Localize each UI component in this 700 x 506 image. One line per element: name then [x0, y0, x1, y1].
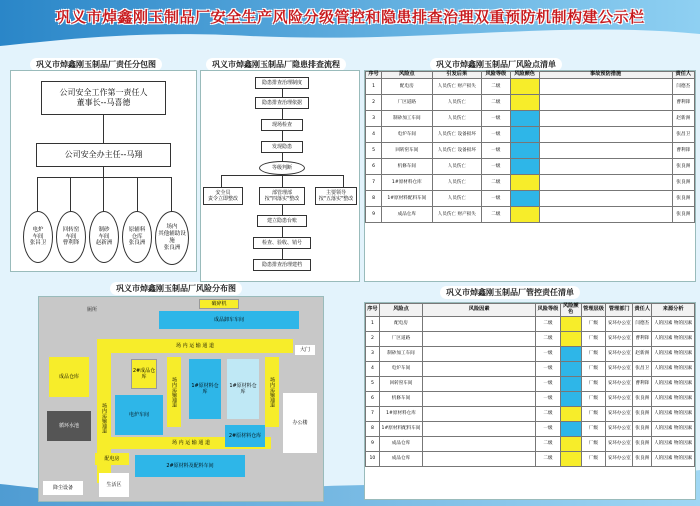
- cell-color: [560, 421, 581, 436]
- cell-level: 一级: [536, 421, 561, 436]
- arrow: [282, 205, 283, 215]
- cell-color: [510, 206, 539, 222]
- connector: [343, 175, 344, 187]
- cell-point: 制砂加工车间: [379, 346, 422, 361]
- zone-finished-warehouse: 成品仓库: [49, 357, 89, 397]
- cell-layer: 厂级: [581, 421, 606, 436]
- cell-measures: [539, 158, 672, 174]
- cell-color: [510, 174, 539, 190]
- cell-point: 回转窑车间: [382, 142, 432, 158]
- header-result: 引发后果: [432, 72, 482, 79]
- table-row: [366, 78, 695, 94]
- arrow: [282, 89, 283, 97]
- cell-level: 一级: [536, 346, 561, 361]
- connector: [70, 177, 71, 213]
- cell-point: 制砂加工车间: [382, 110, 432, 126]
- zone-mix-1: 2#原材料仓库: [225, 425, 265, 447]
- cell-result: 人员伤亡: [432, 190, 482, 206]
- cell-dept: 安环办公室: [606, 406, 633, 421]
- cell-point: 回转窑车间: [379, 376, 422, 391]
- map-title: 巩义市焯鑫刚玉制品厂风险分布图: [110, 282, 242, 295]
- cell-result: 人员伤亡: [432, 94, 482, 110]
- flow-panel: [200, 70, 360, 282]
- control-list-table: [365, 303, 695, 467]
- cell-point: 1#原材料仓库: [382, 174, 432, 190]
- cell-source: 人的因素 物的因素: [652, 376, 695, 391]
- cell-no: 7: [366, 174, 382, 190]
- cell-no: 4: [366, 126, 382, 142]
- cell-source: 人的因素 物的因素: [652, 346, 695, 361]
- cell-no: 6: [366, 158, 382, 174]
- flow-step-2: 隐患排查治理依据: [255, 97, 309, 109]
- cell-point: 电炉车间: [382, 126, 432, 142]
- cell-color: [560, 316, 581, 331]
- cell-no: 6: [366, 391, 380, 406]
- cell-person: 张昌卫: [633, 361, 652, 376]
- table-row: [366, 126, 695, 142]
- cell-no: 8: [366, 190, 382, 206]
- cell-factor: [423, 406, 536, 421]
- cell-factor: [423, 391, 536, 406]
- cell-dept: 安环办公室: [606, 331, 633, 346]
- cell-level: 一级: [482, 142, 511, 158]
- cell-level: 二级: [536, 451, 561, 466]
- cell-no: 10: [366, 451, 380, 466]
- cell-dept: 安环办公室: [606, 451, 633, 466]
- cell-layer: 厂级: [581, 406, 606, 421]
- cell-no: 2: [366, 94, 382, 110]
- cell-no: 3: [366, 110, 382, 126]
- header-person: 责任人: [672, 72, 694, 79]
- cell-point: 机修车间: [379, 391, 422, 406]
- flow-step-1: 隐患排查治理制度: [255, 77, 309, 89]
- cell-person: 曹利锋: [672, 142, 694, 158]
- cell-measures: [539, 206, 672, 222]
- header-no: 序号: [366, 304, 380, 317]
- org-chart-title: 巩义市焯鑫刚玉制品厂责任分包图: [30, 58, 162, 71]
- flow-branch-3: 主要领导 按"五落实"整改: [315, 187, 357, 205]
- cell-no: 9: [366, 206, 382, 222]
- zone-road-v2: 场内运输通道: [167, 357, 181, 427]
- cell-person: 张良洲: [633, 436, 652, 451]
- arrow: [282, 227, 283, 237]
- cell-person: 张良洲: [672, 174, 694, 190]
- flow-decision: 等级判断: [259, 161, 305, 175]
- cell-factor: [423, 331, 536, 346]
- cell-layer: 厂级: [581, 376, 606, 391]
- cell-person: 曹利锋: [633, 376, 652, 391]
- header-factor: 风险因素: [423, 304, 536, 317]
- header-layer: 管理层级: [581, 304, 606, 317]
- cell-factor: [423, 451, 536, 466]
- cell-dept: 安环办公室: [606, 436, 633, 451]
- connector: [37, 177, 38, 213]
- header-no: 序号: [366, 72, 382, 79]
- cell-measures: [539, 190, 672, 206]
- cell-point: 成品仓库: [379, 436, 422, 451]
- cell-factor: [423, 316, 536, 331]
- cell-person: 张良洲: [633, 421, 652, 436]
- cell-point: 配电房: [382, 78, 432, 94]
- table-row: [366, 158, 695, 174]
- connector: [103, 115, 104, 143]
- cell-source: 人的因素 物的因素: [652, 406, 695, 421]
- table-row: [366, 331, 695, 346]
- cell-point: 成品仓库: [379, 451, 422, 466]
- cell-point: 1#原材料配料车间: [379, 421, 422, 436]
- table-row: [366, 376, 695, 391]
- cell-person: 张昌卫: [672, 126, 694, 142]
- cell-color: [510, 94, 539, 110]
- cell-result: 人员伤亡 设备损坏: [432, 126, 482, 142]
- zone-raw-warehouse-2: 1#原材料仓库: [227, 359, 259, 419]
- table-row: [366, 190, 695, 206]
- cell-level: 二级: [482, 206, 511, 222]
- cell-person: 张良洲: [633, 391, 652, 406]
- flow-step-3: 现场检查: [261, 119, 303, 131]
- connector: [103, 167, 104, 177]
- cell-no: 1: [366, 316, 380, 331]
- cell-color: [510, 142, 539, 158]
- cell-result: 人员伤亡: [432, 174, 482, 190]
- arrow: [282, 131, 283, 141]
- header-color: 风险颜色: [510, 72, 539, 79]
- flow-title: 巩义市焯鑫刚玉制品厂隐患排查流程: [206, 58, 346, 71]
- connector: [37, 177, 171, 178]
- cell-source: 人的因素 物的因素: [652, 316, 695, 331]
- zone-environ: 降尘设备: [43, 481, 83, 495]
- cell-person: 张良洲: [633, 451, 652, 466]
- cell-dept: 安环办公室: [606, 376, 633, 391]
- cell-person: 闫德杰: [633, 316, 652, 331]
- zone-road-v3: 场内运输通道: [265, 357, 279, 427]
- page-title: 巩义市焯鑫刚玉制品厂安全生产风险分级管控和隐患排查治理双重预防机制构建公示栏: [55, 8, 645, 26]
- cell-layer: 厂级: [581, 451, 606, 466]
- zone-canteen: 生活区: [99, 473, 129, 497]
- cell-measures: [539, 142, 672, 158]
- top-responsible-box: [41, 81, 166, 115]
- cell-person: 张良洲: [672, 158, 694, 174]
- cell-no: 7: [366, 406, 380, 421]
- cell-color: [560, 391, 581, 406]
- control-list-title: 巩义市焯鑫刚玉制品厂管控责任清单: [440, 286, 580, 299]
- cell-level: 一级: [536, 376, 561, 391]
- cell-layer: 厂级: [581, 331, 606, 346]
- cell-level: 一级: [482, 110, 511, 126]
- flow-branch-2: 部管理部 按"四落实"整改: [259, 187, 305, 205]
- cell-point: 1#原材料仓库: [379, 406, 422, 421]
- cell-layer: 厂级: [581, 361, 606, 376]
- cell-level: 一级: [482, 126, 511, 142]
- cell-result: 人员伤亡 财产损失: [432, 206, 482, 222]
- gate-label: 大门: [295, 345, 315, 355]
- leaf-raw: 原辅料 仓库 张良洲: [122, 211, 152, 263]
- toilet-label: 厕所: [86, 307, 97, 313]
- cell-person: 赵新洲: [672, 110, 694, 126]
- cell-result: 人员伤亡 设备损坏: [432, 142, 482, 158]
- safety-office-box: 公司安全办主任--马翔: [36, 143, 171, 167]
- cell-level: 二级: [482, 174, 511, 190]
- cell-level: 二级: [482, 78, 511, 94]
- cell-level: 一级: [536, 361, 561, 376]
- cell-color: [510, 110, 539, 126]
- cell-person: 曹利锋: [672, 94, 694, 110]
- table-row: [366, 361, 695, 376]
- cell-no: 5: [366, 376, 380, 391]
- cell-measures: [539, 174, 672, 190]
- org-chart-panel: [10, 70, 197, 272]
- leaf-kiln: 回转窑 车间 曹利锋: [56, 211, 86, 263]
- cell-point: 机修车间: [382, 158, 432, 174]
- cell-layer: 厂级: [581, 436, 606, 451]
- cell-no: 5: [366, 142, 382, 158]
- cell-factor: [423, 346, 536, 361]
- cell-point: 厂区道路: [379, 331, 422, 346]
- cell-result: 人员伤亡 财产损失: [432, 78, 482, 94]
- leaf-furnace: 电炉 车间 张昌卫: [23, 211, 53, 263]
- zone-road-2: 场 内 运 输 通 道: [111, 437, 271, 449]
- cell-layer: 厂级: [581, 316, 606, 331]
- zone-mix-2: 2#原材料及配料车间: [135, 455, 245, 477]
- connector: [103, 177, 104, 213]
- cell-color: [560, 376, 581, 391]
- table-row: [366, 94, 695, 110]
- cell-dept: 安环办公室: [606, 346, 633, 361]
- cell-color: [510, 126, 539, 142]
- zone-crusher: 破碎机: [199, 299, 239, 309]
- flow-branch-1: 安全员 责令立即整改: [203, 187, 243, 205]
- zone-raw-warehouse-1: 1#原材料仓库: [189, 359, 221, 419]
- cell-person: 赵新洲: [633, 346, 652, 361]
- header-level: 风险等级: [482, 72, 511, 79]
- header-level: 风险等级: [536, 304, 561, 317]
- cell-measures: [539, 94, 672, 110]
- table-row: [366, 436, 695, 451]
- cell-factor: [423, 361, 536, 376]
- table-row: [366, 174, 695, 190]
- table-row: [366, 110, 695, 126]
- connector: [137, 177, 138, 213]
- cell-no: 1: [366, 78, 382, 94]
- arrow: [282, 109, 283, 119]
- cell-color: [560, 361, 581, 376]
- header-source: 来源分析: [652, 304, 695, 317]
- zone-road-v1: 场内运输通道: [97, 353, 111, 483]
- cell-no: 3: [366, 346, 380, 361]
- cell-source: 人的因素 物的因素: [652, 451, 695, 466]
- header-point: 风险点: [382, 72, 432, 79]
- header-point: 风险点: [379, 304, 422, 317]
- cell-level: 二级: [536, 406, 561, 421]
- cell-color: [560, 331, 581, 346]
- cell-level: 二级: [536, 436, 561, 451]
- cell-factor: [423, 436, 536, 451]
- cell-person: 张良洲: [672, 190, 694, 206]
- zone-furnace: 电炉车间: [115, 395, 163, 435]
- cell-dept: 安环办公室: [606, 391, 633, 406]
- cell-level: 二级: [536, 316, 561, 331]
- cell-source: 人的因素 物的因素: [652, 436, 695, 451]
- cell-factor: [423, 376, 536, 391]
- cell-point: 电炉车间: [379, 361, 422, 376]
- header-person: 责任人: [633, 304, 652, 317]
- cell-level: 一级: [482, 158, 511, 174]
- zone-pool: 循环水池: [47, 411, 91, 441]
- cell-point: 成品仓库: [382, 206, 432, 222]
- cell-dept: 安环办公室: [606, 316, 633, 331]
- cell-person: 张良洲: [672, 206, 694, 222]
- cell-level: 二级: [536, 331, 561, 346]
- connector: [282, 175, 283, 187]
- table-row: [366, 421, 695, 436]
- zone-office: 办公楼: [283, 393, 317, 453]
- connector: [221, 175, 222, 187]
- table-row: [366, 142, 695, 158]
- cell-color: [560, 346, 581, 361]
- cell-measures: [539, 78, 672, 94]
- cell-source: 人的因素 物的因素: [652, 421, 695, 436]
- zone-finished: 成品卸车车间: [159, 311, 299, 329]
- cell-source: 人的因素 物的因素: [652, 331, 695, 346]
- cell-point: 1#原材料配料车间: [382, 190, 432, 206]
- cell-factor: [423, 421, 536, 436]
- risk-map: [38, 296, 324, 502]
- top-line-1: 公司安全工作第一责任人: [59, 87, 148, 97]
- cell-point: 厂区道路: [382, 94, 432, 110]
- arrow: [282, 153, 283, 161]
- cell-color: [510, 78, 539, 94]
- table-row: [366, 406, 695, 421]
- cell-source: 人的因素 物的因素: [652, 391, 695, 406]
- cell-color: [560, 436, 581, 451]
- arrow: [282, 249, 283, 259]
- cell-level: 二级: [482, 94, 511, 110]
- zone-kiln-warehouse: 2#成品仓库: [131, 359, 157, 389]
- risk-list-title: 巩义市焯鑫刚玉制品厂风险点清单: [430, 58, 562, 71]
- cell-dept: 安环办公室: [606, 361, 633, 376]
- table-row: [366, 206, 695, 222]
- flow-step-8: 隐患排查治理建档: [253, 259, 311, 271]
- table-row: [366, 346, 695, 361]
- cell-color: [560, 451, 581, 466]
- cell-no: 9: [366, 436, 380, 451]
- cell-person: 曹利锋: [633, 331, 652, 346]
- risk-list-panel: [364, 70, 696, 282]
- header-dept: 管理部门: [606, 304, 633, 317]
- cell-no: 2: [366, 331, 380, 346]
- cell-result: 人员伤亡: [432, 158, 482, 174]
- top-line-2: 董事长--马喜德: [76, 98, 131, 107]
- zone-road-1: 场 内 运 输 通 道: [97, 339, 293, 353]
- cell-level: 一级: [536, 391, 561, 406]
- cell-layer: 厂级: [581, 391, 606, 406]
- cell-color: [560, 406, 581, 421]
- cell-result: 人员伤亡: [432, 110, 482, 126]
- leaf-sand: 制砂 车间 赵新洲: [89, 211, 119, 263]
- cell-color: [510, 190, 539, 206]
- cell-color: [510, 158, 539, 174]
- table-row: [366, 316, 695, 331]
- cell-person: 闫德杰: [672, 78, 694, 94]
- flow-step-7: 检查、验收、销号: [253, 237, 311, 249]
- cell-source: 人的因素 物的因素: [652, 361, 695, 376]
- cell-dept: 安环办公室: [606, 421, 633, 436]
- cell-measures: [539, 126, 672, 142]
- leaf-other: 场内 其他辅助设施 张良洲: [155, 211, 189, 265]
- flow-step-6: 建立隐患台账: [257, 215, 307, 227]
- risk-list-table: [365, 71, 695, 223]
- cell-person: 张良洲: [633, 406, 652, 421]
- cell-no: 4: [366, 361, 380, 376]
- zone-distribution: 配电房: [95, 453, 129, 465]
- flow-step-4: 发现隐患: [261, 141, 303, 153]
- header-measures: 事故预防措施: [539, 72, 672, 79]
- table-row: [366, 451, 695, 466]
- cell-level: 一级: [482, 190, 511, 206]
- cell-no: 8: [366, 421, 380, 436]
- cell-layer: 厂级: [581, 346, 606, 361]
- table-row: [366, 391, 695, 406]
- cell-measures: [539, 110, 672, 126]
- control-list-panel: [364, 302, 696, 500]
- cell-point: 配电房: [379, 316, 422, 331]
- connector: [171, 177, 172, 213]
- header-color: 风险颜色: [560, 304, 581, 317]
